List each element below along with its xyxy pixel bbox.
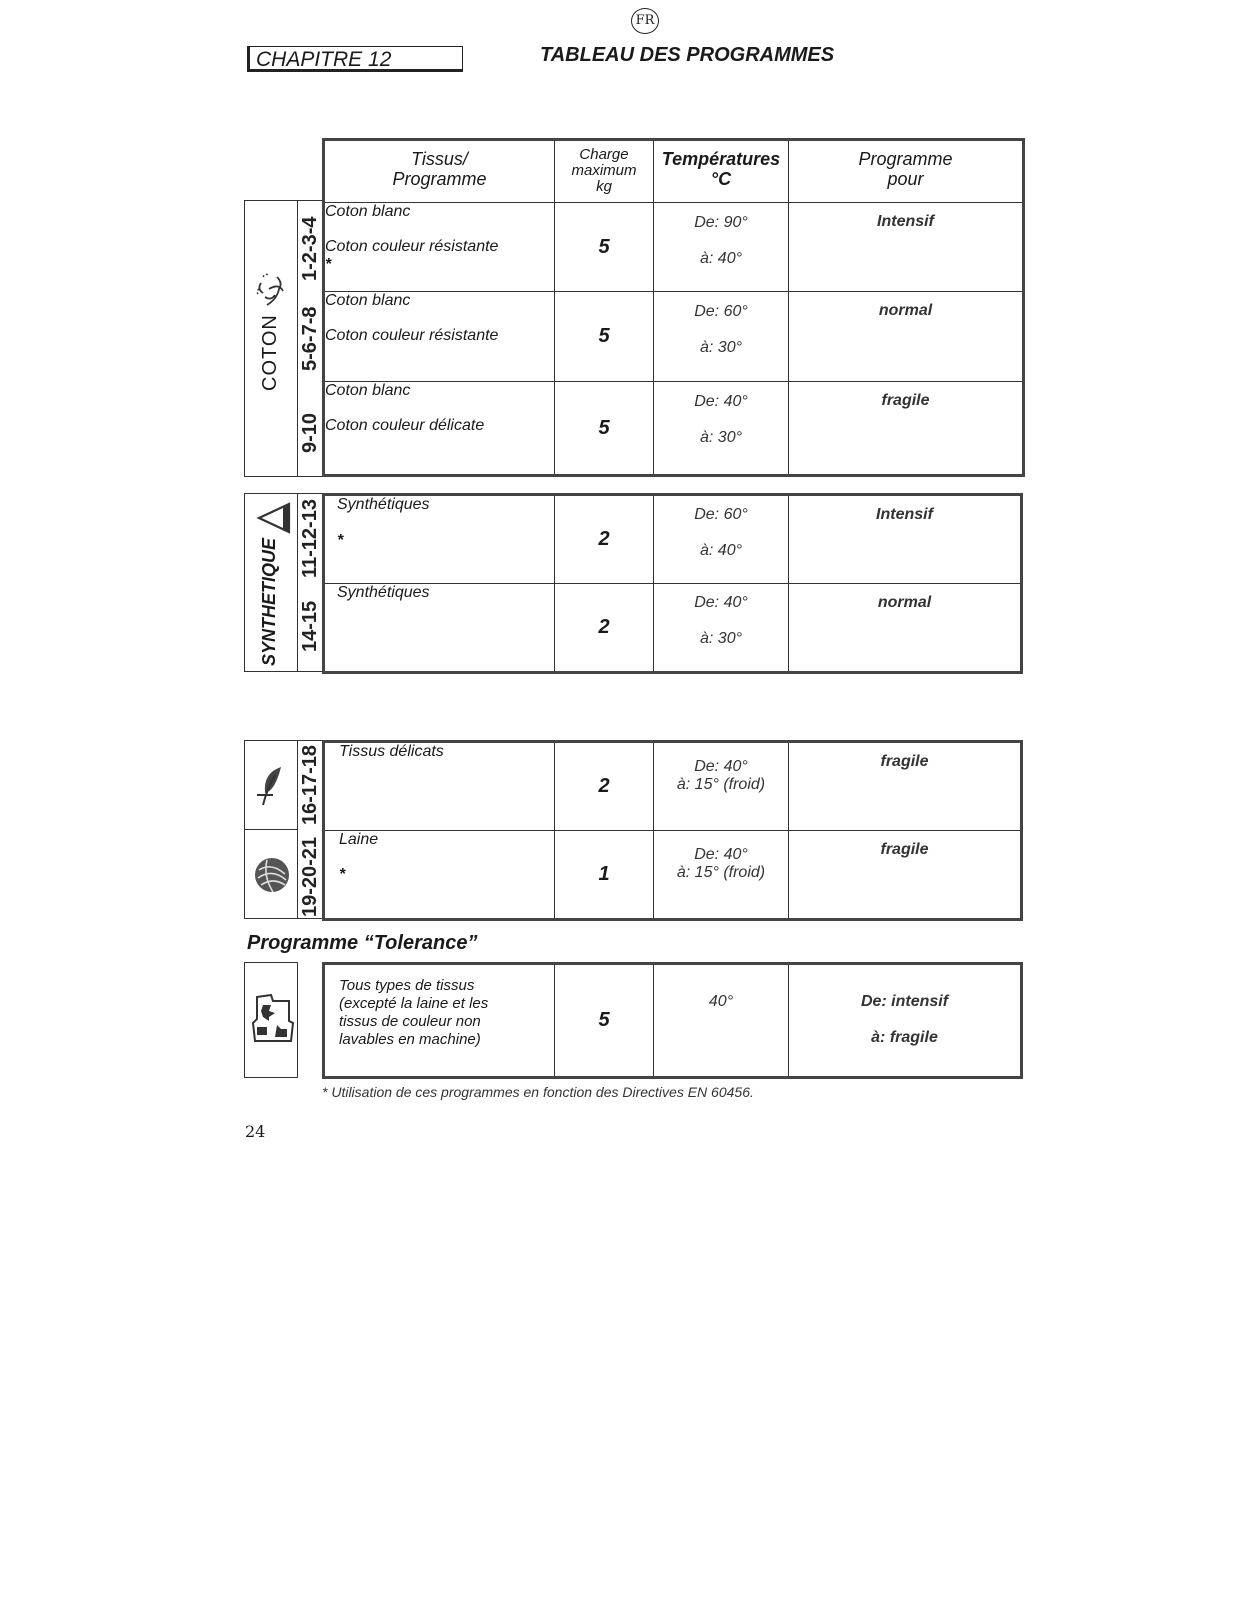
page-number: 24 <box>245 1122 266 1141</box>
temp-from: De: 40° <box>694 846 748 863</box>
fabric-cell <box>324 203 555 292</box>
temp-from: De: 40° <box>694 594 748 611</box>
coton-category-label: COTON <box>259 314 281 391</box>
fabric-name: tissus de couleur non <box>339 1013 481 1030</box>
wool-category-box <box>244 829 298 919</box>
cotton-flower-icon <box>253 269 291 313</box>
table-row <box>324 382 1024 476</box>
fabric-name: Tissus délicats <box>339 743 444 760</box>
footnote-star: * <box>325 256 332 273</box>
program-cell: fragile <box>789 742 1022 831</box>
temperature-cell <box>654 382 789 476</box>
fabric-name: Coton couleur résistante <box>325 238 499 255</box>
fabric-name: Synthétiques <box>337 496 430 513</box>
header-prog-line: pour <box>887 169 924 189</box>
program-cell: normal <box>789 584 1022 673</box>
coton-category-box <box>244 200 298 477</box>
program-from: De: intensif <box>860 993 949 1010</box>
table-row <box>324 292 1024 382</box>
footnote-star: * <box>337 532 344 549</box>
charge-cell: 5 <box>555 203 654 292</box>
charge-cell: 2 <box>555 584 654 673</box>
temperature-cell <box>654 203 789 292</box>
synthetique-table <box>322 493 1023 674</box>
program-cell: fragile <box>789 831 1022 920</box>
program-numbers: 5-6-7-8 <box>299 306 321 371</box>
temperature-cell <box>654 495 789 584</box>
program-numbers: 14-15 <box>299 600 321 652</box>
table-row <box>324 964 1022 1078</box>
charge-cell: 2 <box>555 495 654 584</box>
fabric-cell <box>324 495 555 584</box>
fabric-name: Coton couleur résistante <box>325 327 499 344</box>
table-row <box>324 203 1024 292</box>
coton-table <box>322 138 1025 477</box>
synthetique-category-box <box>244 493 298 672</box>
temp-from: De: 60° <box>694 303 748 320</box>
wool-ball-icon <box>251 854 293 896</box>
header-program <box>789 140 1024 203</box>
synthetique-category-label: SYNTHETIQUE <box>259 537 279 666</box>
chapter-label: CHAPITRE 12 <box>247 46 463 72</box>
table-row <box>324 495 1022 584</box>
footnote-star: * <box>339 866 346 883</box>
temperature-cell: 40° <box>654 964 789 1078</box>
fabric-name: lavables en machine) <box>339 1031 481 1048</box>
header-temperature <box>654 140 789 203</box>
program-numbers: 1-2-3-4 <box>299 216 321 281</box>
delicate-category-box <box>244 740 298 830</box>
program-to: à: fragile <box>871 1029 938 1046</box>
temp-to: à: 40° <box>700 542 742 559</box>
program-cell: Intensif <box>789 495 1022 584</box>
delicate-numbers-strip <box>297 740 324 919</box>
header-charge-line: Charge <box>579 146 629 163</box>
coton-numbers-strip <box>297 200 324 477</box>
temp-from: De: 40° <box>694 758 748 775</box>
table-row <box>324 831 1022 920</box>
program-cell: normal <box>789 292 1024 382</box>
fabric-name: Coton blanc <box>325 203 411 220</box>
fabric-name: Coton blanc <box>325 382 411 399</box>
header-temp-line: Températures <box>661 149 781 169</box>
temperature-cell <box>654 292 789 382</box>
header-charge-line: maximum <box>571 162 637 179</box>
temperature-cell <box>654 584 789 673</box>
temp-to: à: 15° (froid) <box>676 776 766 793</box>
header-fabric-line: Programme <box>392 169 487 189</box>
program-numbers: 11-12-13 <box>299 499 321 578</box>
footnote: * Utilisation de ces programmes en fonction des Directives EN 60456. <box>322 1084 754 1100</box>
temp-to: à: 30° <box>700 630 742 647</box>
fabric-name: Laine <box>339 831 379 848</box>
fabric-name: Synthétiques <box>337 584 430 601</box>
fabric-cell <box>324 584 555 673</box>
tolerance-title: Programme “Tolerance” <box>247 932 478 954</box>
charge-cell: 2 <box>555 742 654 831</box>
triangle-iron-icon <box>253 500 293 534</box>
temp-to: à: 30° <box>700 339 742 356</box>
charge-cell: 1 <box>555 831 654 920</box>
fabric-cell <box>324 964 555 1078</box>
program-cell: fragile <box>789 382 1024 476</box>
program-numbers: 16-17-18 <box>299 744 321 825</box>
tolerance-table <box>322 962 1023 1079</box>
header-fabric <box>324 140 555 203</box>
program-cell: Intensif <box>789 203 1024 292</box>
fabric-name: Coton blanc <box>325 292 411 309</box>
temp-to: à: 40° <box>700 250 742 267</box>
temp-to: à: 15° (froid) <box>676 864 766 881</box>
temperature-cell <box>654 742 789 831</box>
delicate-table <box>322 740 1023 921</box>
charge-cell: 5 <box>555 964 654 1078</box>
fabric-cell <box>324 292 555 382</box>
temp-from: De: 40° <box>694 393 748 410</box>
language-badge: FR <box>631 8 659 34</box>
temp-to: à: 30° <box>700 429 742 446</box>
charge-cell: 5 <box>555 292 654 382</box>
fabric-cell <box>324 382 555 476</box>
header-prog-line: Programme <box>858 149 953 169</box>
table-row <box>324 742 1022 831</box>
header-fabric-line: Tissus/ <box>411 149 468 169</box>
fabric-cell <box>324 742 555 831</box>
table-row <box>324 584 1022 673</box>
mixed-fabrics-icon <box>249 991 295 1047</box>
header-temp-line: °C <box>710 169 732 189</box>
fabric-name: Coton couleur délicate <box>325 417 485 434</box>
program-cell <box>789 964 1022 1078</box>
fabric-name: Tous types de tissus <box>339 977 475 994</box>
temp-from: De: 60° <box>694 506 748 523</box>
header-charge <box>555 140 654 203</box>
charge-cell: 5 <box>555 382 654 476</box>
synthetique-numbers-strip <box>297 493 324 672</box>
program-numbers: 19-20-21 <box>299 836 321 917</box>
fabric-name: (excepté la laine et les <box>339 995 489 1012</box>
feather-icon <box>253 761 291 811</box>
fabric-cell <box>324 831 555 920</box>
page-title: TABLEAU DES PROGRAMMES <box>540 44 835 66</box>
temperature-cell <box>654 831 789 920</box>
tolerance-category-box <box>244 962 298 1078</box>
header-charge-line: kg <box>596 178 612 195</box>
program-numbers: 9-10 <box>299 412 321 453</box>
temp-from: De: 90° <box>694 214 748 231</box>
